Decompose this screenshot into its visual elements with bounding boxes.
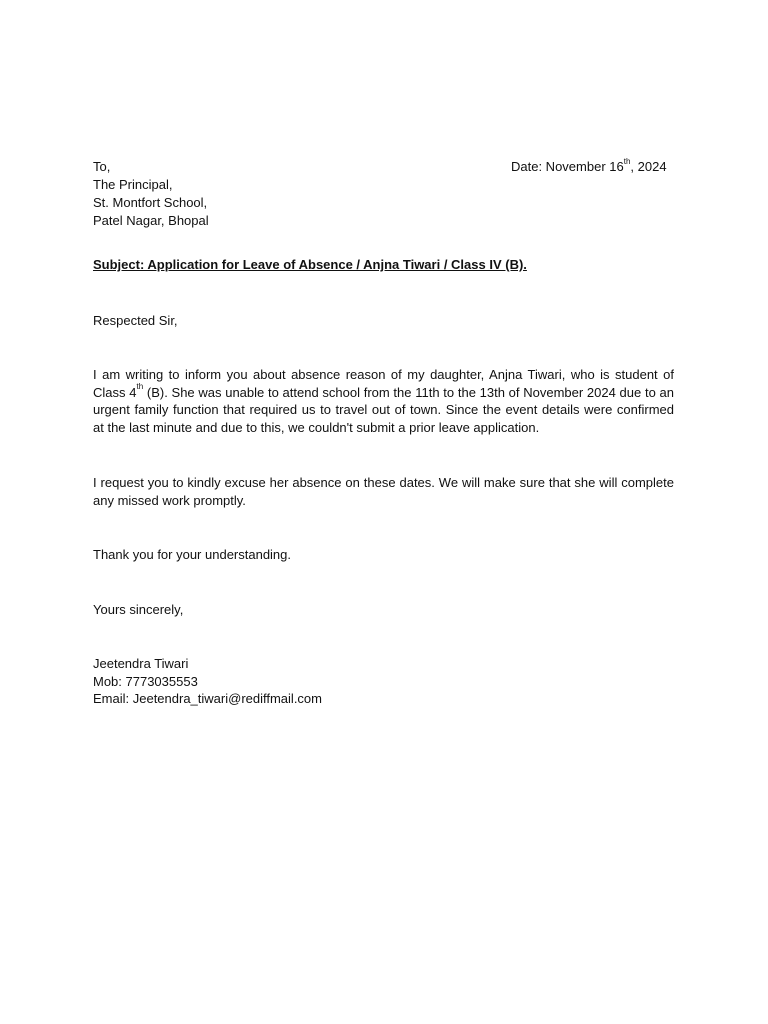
to-line: To, [93, 159, 111, 174]
paragraph-1-line-2 [93, 384, 674, 402]
signature-mobile: Mob: 7773035553 [93, 674, 198, 689]
class-label: Class 4 [93, 384, 137, 400]
salutation: Respected Sir, [93, 313, 178, 328]
subject-line: Subject: Application for Leave of Absence / Anjna Tiwari / Class IV (B). [93, 257, 527, 272]
date-prefix: Date: November 16 [511, 159, 624, 174]
letter-date [511, 158, 667, 176]
class-superscript: th [136, 382, 144, 392]
paragraph-1-line-3: urgent family function that required us to travel out of town. Since the event details were confirmed [93, 402, 674, 418]
date-superscript: th [623, 156, 631, 166]
recipient-address: Patel Nagar, Bhopal [93, 213, 209, 228]
paragraph-2-line-1: I request you to kindly excuse her absence on these dates. We will make sure that she will complete [93, 475, 674, 490]
body-paragraph-2 [93, 474, 674, 509]
paragraph-1-line-1: I am writing to inform you about absence reason of my daughter, Anjna Tiwari, who is student of [93, 367, 674, 382]
recipient-title: The Principal, [93, 177, 173, 192]
recipient-school: St. Montfort School, [93, 195, 208, 210]
date-year: , 2024 [630, 159, 667, 174]
body-paragraph-1 [93, 366, 674, 437]
paragraph-1-line-2-rest: (B). She was unable to attend school from the 11th to the 13th of November 2024 due to an [143, 384, 674, 400]
closing-line: Yours sincerely, [93, 602, 184, 617]
paragraph-1-line-4: at the last minute and due to this, we couldn't submit a prior leave application. [93, 420, 540, 436]
paragraph-2-line-2: any missed work promptly. [93, 492, 246, 508]
thanks-line: Thank you for your understanding. [93, 547, 292, 562]
signature-name: Jeetendra Tiwari [93, 656, 189, 671]
signature-email: Email: Jeetendra_tiwari@rediffmail.com [93, 691, 322, 706]
